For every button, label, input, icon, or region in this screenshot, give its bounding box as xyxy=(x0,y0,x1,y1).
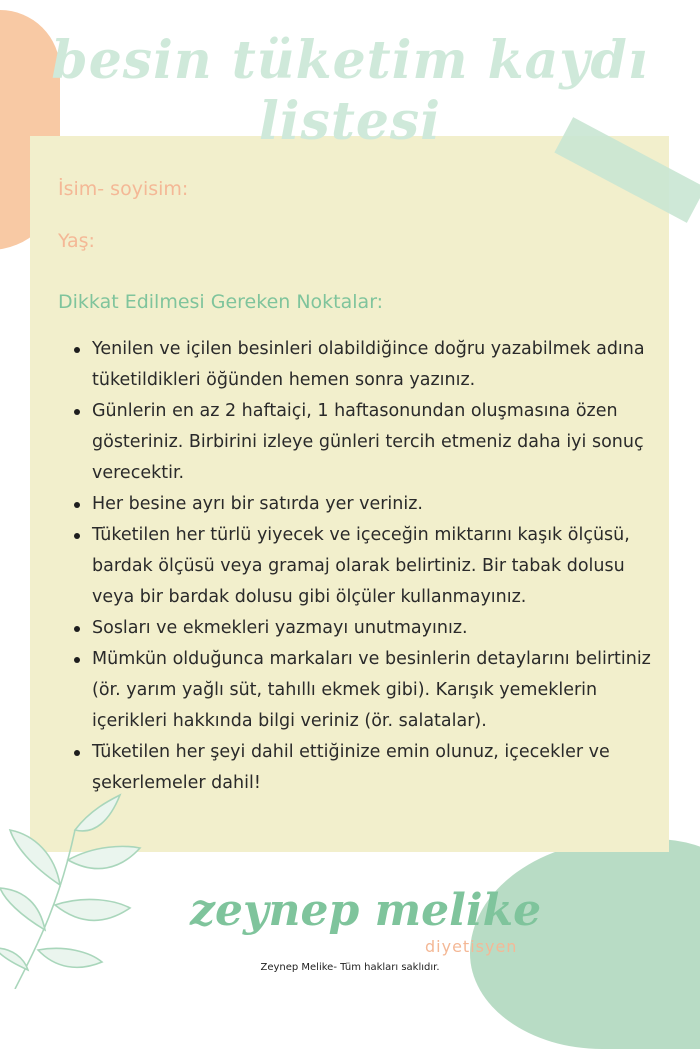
notes-title: Dikkat Edilmesi Gereken Noktalar: xyxy=(58,291,384,313)
bullet-icon xyxy=(74,533,80,539)
list-item xyxy=(92,396,652,489)
list-item-text: Tüketilen her türlü yiyecek ve içeceğin miktarını kaşık ölçüsü, bardak ölçüsü veya gramaj olarak belirtiniz. Bir tabak dolusu veya bir bardak dolusu gibi ölçüler kullanmayınız. xyxy=(92,525,630,607)
list-item xyxy=(92,489,652,520)
bullet-icon xyxy=(74,626,80,632)
notes-list xyxy=(92,334,652,799)
list-item-text: Yenilen ve içilen besinleri olabildiğince doğru yazabilmek adına tüketildikleri öğünden hemen sonra yazınız. xyxy=(92,339,645,390)
brand-subtitle: diyetisyen xyxy=(425,937,518,956)
list-item xyxy=(92,613,652,644)
list-item-text: Mümkün olduğunca markaları ve besinlerin detaylarını belirtiniz (ör. yarım yağlı süt, tahıllı ekmek gibi). Karışık yemeklerin içerikleri hakkında bilgi veriniz (ör. salatalar). xyxy=(92,649,651,731)
list-item-text: Günlerin en az 2 haftaiçi, 1 haftasonundan oluşmasına özen gösteriniz. Birbirini izleye günleri tercih etmeniz daha iyi sonuç verecektir. xyxy=(92,401,644,483)
copyright-text: Zeynep Melike- Tüm hakları saklıdır. xyxy=(260,962,440,973)
list-item xyxy=(92,644,652,737)
list-item xyxy=(92,334,652,396)
age-field-label: Yaş: xyxy=(58,230,95,252)
name-field-label: İsim- soyisim: xyxy=(58,178,189,200)
list-item xyxy=(92,520,652,613)
brand-name: zeynep melike xyxy=(190,885,542,936)
bullet-icon xyxy=(74,347,80,353)
bullet-icon xyxy=(74,750,80,756)
bullet-icon xyxy=(74,409,80,415)
list-item-text: Tüketilen her şeyi dahil ettiğinize emin olunuz, içecekler ve şekerlemeler dahil! xyxy=(92,742,610,793)
list-item-text: Her besine ayrı bir satırda yer veriniz. xyxy=(92,494,423,514)
bullet-icon xyxy=(74,502,80,508)
leaf-branch-icon xyxy=(0,790,200,989)
list-item-text: Sosları ve ekmekleri yazmayı unutmayınız. xyxy=(92,618,468,638)
bullet-icon xyxy=(74,657,80,663)
page-title: besin tüketim kaydı listesi xyxy=(51,30,649,152)
